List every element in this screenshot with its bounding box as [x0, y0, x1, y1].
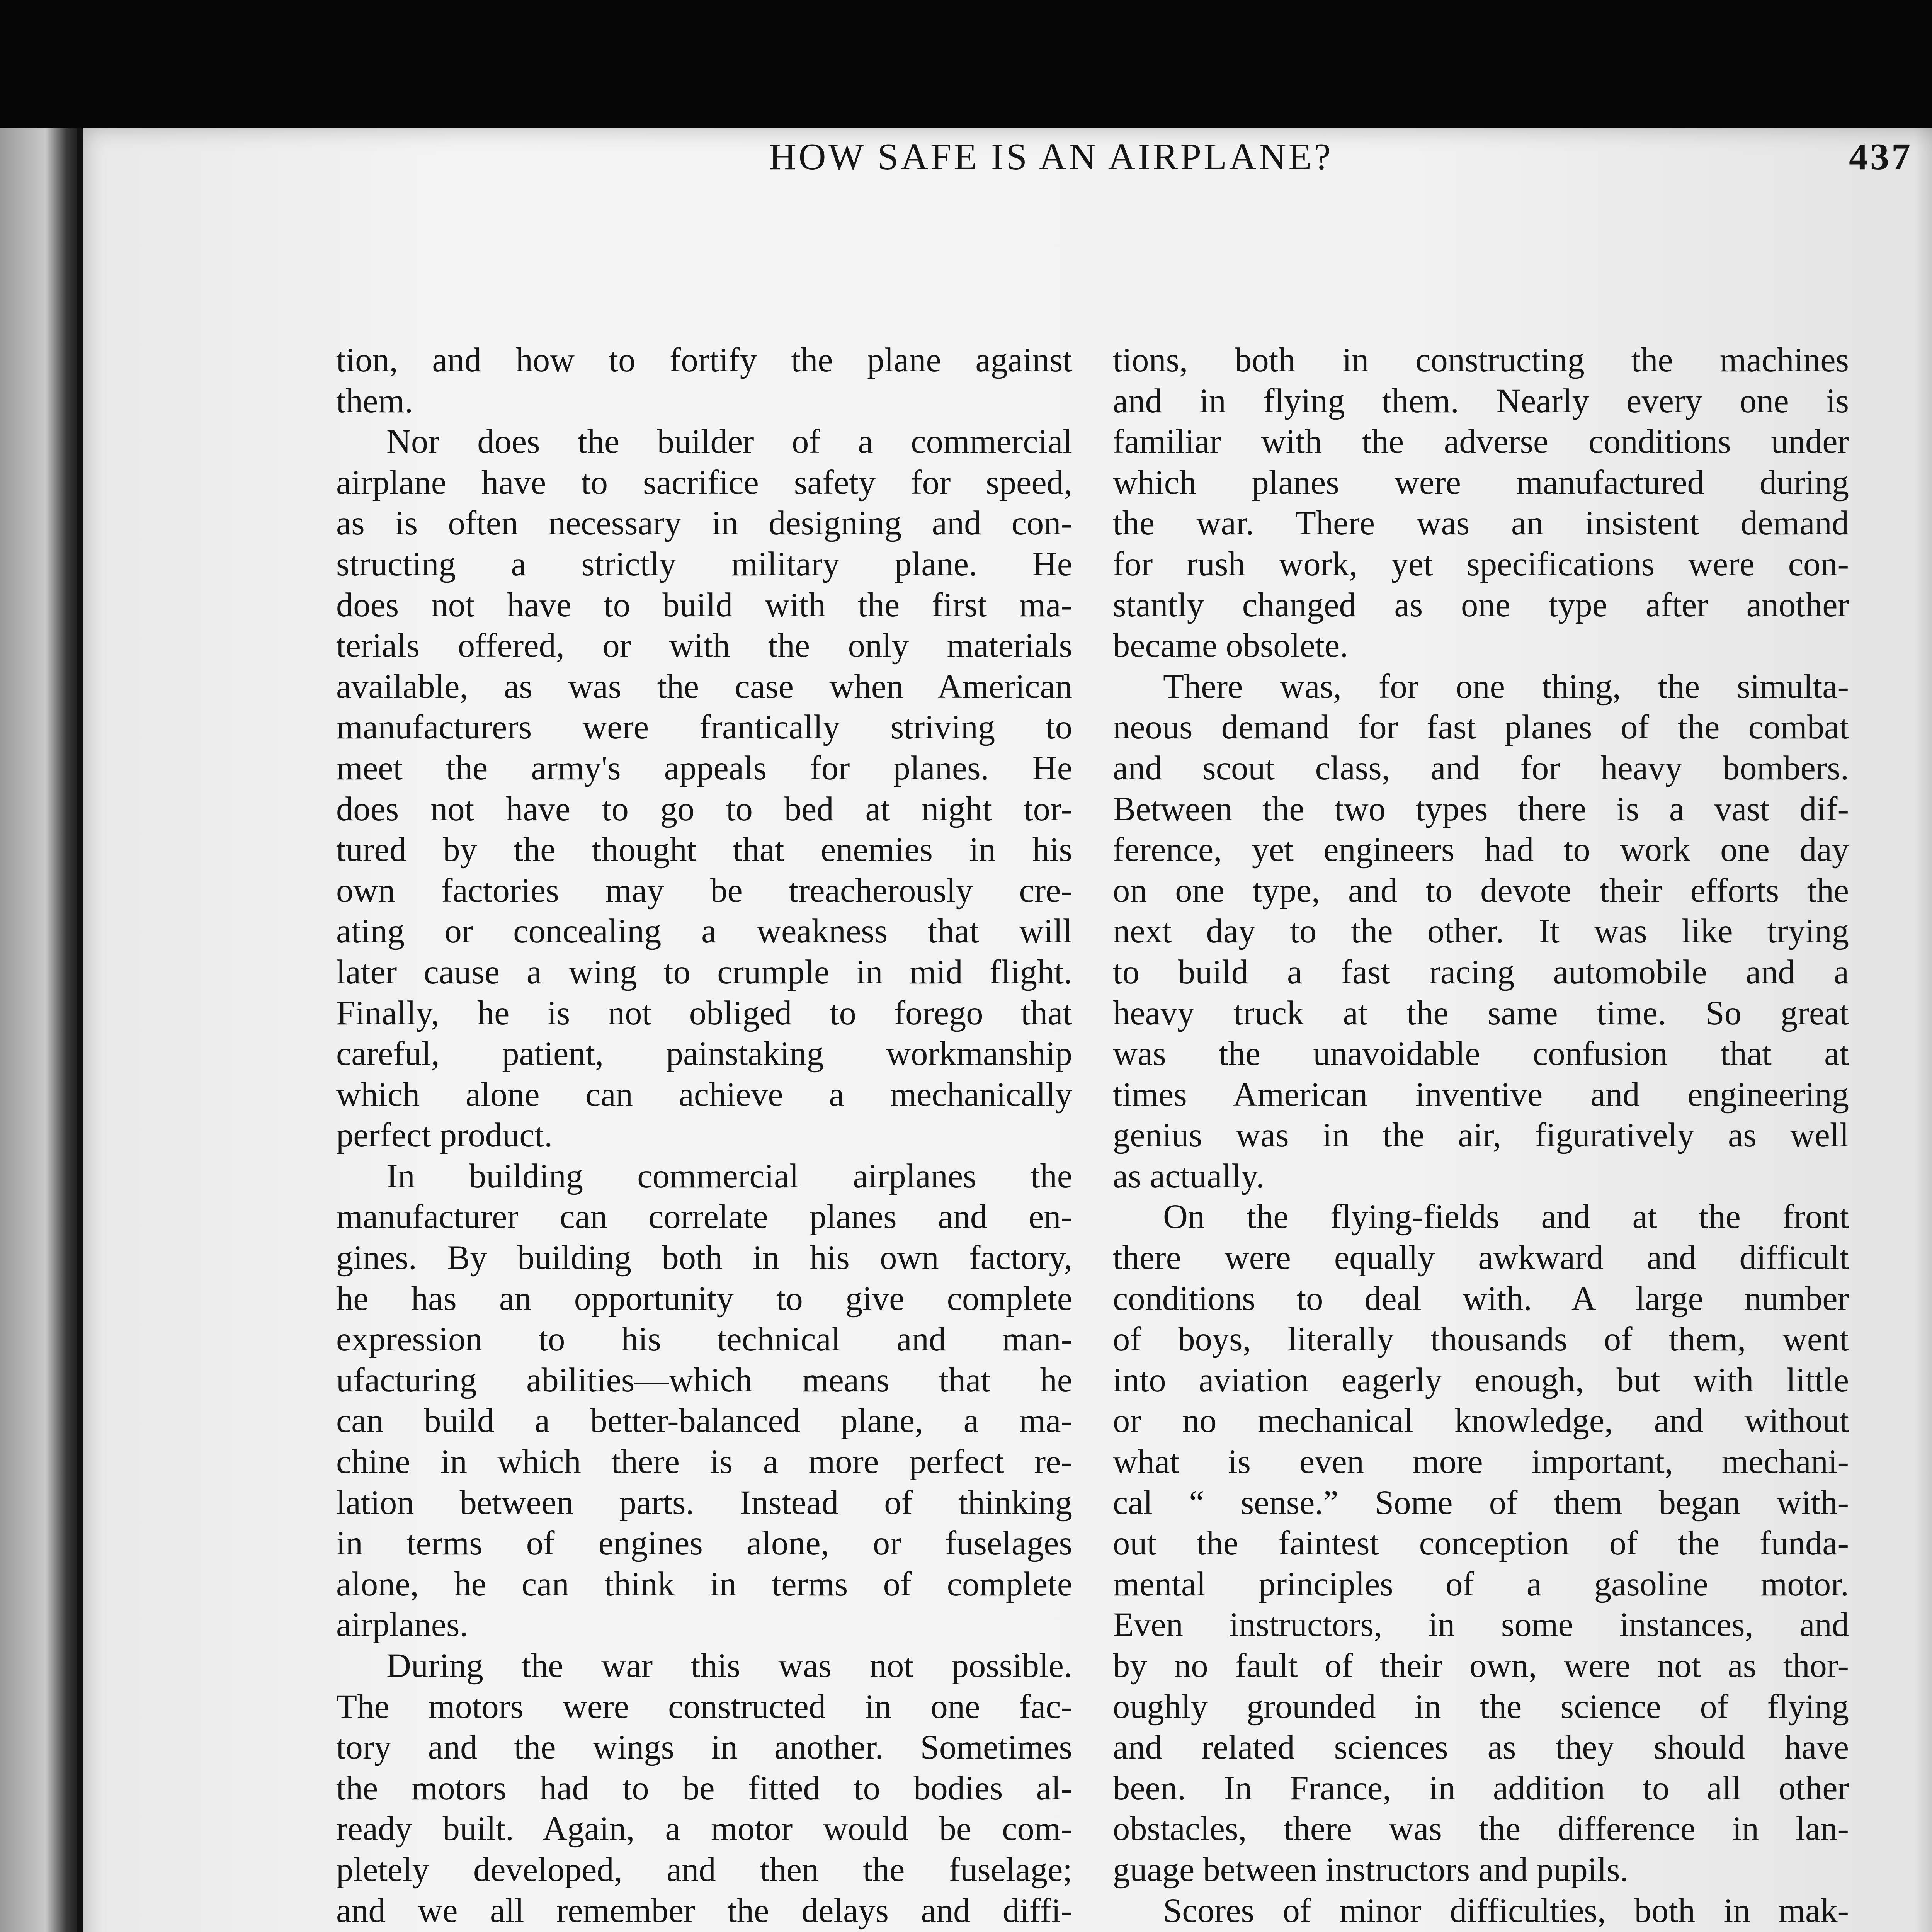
text-line: next day to the other. It was like trying — [1113, 912, 1849, 951]
right-text-column — [1113, 340, 1849, 1932]
text-line: structing a strictly military plane. He — [336, 545, 1072, 583]
book-spine — [0, 128, 83, 1932]
text-line: the motors had to be fitted to bodies al- — [336, 1769, 1072, 1807]
text-line: lation between parts. Instead of thinking — [336, 1483, 1072, 1522]
scan-border-top — [0, 0, 1932, 128]
text-line: Between the two types there is a vast dif- — [1113, 790, 1849, 828]
text-line: airplanes. — [336, 1606, 468, 1644]
text-line: genius was in the air, figuratively as well — [1113, 1116, 1849, 1155]
text-line: The motors were constructed in one fac- — [336, 1687, 1072, 1726]
text-line: expression to his technical and man- — [336, 1320, 1072, 1359]
text-line: does not have to go to bed at night tor- — [336, 790, 1072, 828]
text-line: terials offered, or with the only materials — [336, 627, 1072, 665]
text-line: heavy truck at the same time. So great — [1113, 994, 1849, 1032]
text-line: ufacturing abilities—which means that he — [336, 1361, 1072, 1399]
text-line: careful, patient, painstaking workmanship — [336, 1035, 1072, 1073]
text-line: can build a better-balanced plane, a ma- — [336, 1402, 1072, 1440]
text-line: out the faintest conception of the funda- — [1113, 1524, 1849, 1563]
text-line: into aviation eagerly enough, but with little — [1113, 1361, 1849, 1399]
text-line: Finally, he is not obliged to forego that — [336, 994, 1072, 1032]
text-line: does not have to build with the first ma- — [336, 586, 1072, 624]
text-line: tions, both in constructing the machines — [1113, 341, 1849, 379]
text-line: obstacles, there was the difference in lan- — [1113, 1810, 1849, 1848]
text-line: meet the army's appeals for planes. He — [336, 749, 1072, 787]
text-line: Scores of minor difficulties, both in mak- — [1163, 1891, 1849, 1930]
text-line: available, as was the case when American — [336, 667, 1072, 706]
text-line: ference, yet engineers had to work one day — [1113, 831, 1849, 869]
text-line: chine in which there is a more perfect re- — [336, 1443, 1072, 1481]
text-line: times American inventive and engineering — [1113, 1075, 1849, 1114]
text-line: guage between instructors and pupils. — [1113, 1850, 1629, 1889]
text-line: ating or concealing a weakness that will — [336, 912, 1072, 951]
text-line: been. In France, in addition to all other — [1113, 1769, 1849, 1807]
running-head — [502, 135, 1913, 193]
text-line: them. — [336, 382, 413, 420]
text-line: which planes were manufactured during — [1113, 463, 1849, 502]
text-line: tured by the thought that enemies in his — [336, 831, 1072, 869]
text-line: later cause a wing to crumple in mid flight. — [336, 953, 1072, 991]
text-line: and we all remember the delays and diffi- — [336, 1891, 1072, 1930]
text-line: which alone can achieve a mechanically — [336, 1075, 1072, 1114]
text-line: of boys, literally thousands of them, went — [1113, 1320, 1849, 1359]
text-line: ready built. Again, a motor would be com- — [336, 1810, 1072, 1848]
text-line: manufacturers were frantically striving to — [336, 708, 1072, 747]
text-line: manufacturer can correlate planes and en- — [336, 1198, 1072, 1236]
text-line: was the unavoidable confusion that at — [1113, 1035, 1849, 1073]
text-line: On the flying-fields and at the front — [1163, 1198, 1849, 1236]
text-line: There was, for one thing, the simulta- — [1163, 667, 1849, 706]
text-line: on one type, and to devote their efforts the — [1113, 871, 1849, 910]
text-line: Even instructors, in some instances, and — [1113, 1606, 1849, 1644]
text-line: to build a fast racing automobile and a — [1113, 953, 1849, 991]
text-line: mental principles of a gasoline motor. — [1113, 1565, 1849, 1603]
text-line: as is often necessary in designing and con- — [336, 504, 1072, 543]
text-line: tion, and how to fortify the plane against — [336, 341, 1072, 379]
text-line: In building commercial airplanes the — [386, 1157, 1072, 1195]
text-line: as actually. — [1113, 1157, 1265, 1195]
text-line: During the war this was not possible. — [386, 1647, 1072, 1685]
page-edge-shadow — [1915, 128, 1932, 1932]
text-line: airplane have to sacrifice safety for speed, — [336, 463, 1072, 502]
text-line: what is even more important, mechani- — [1113, 1443, 1849, 1481]
text-line: by no fault of their own, were not as thor- — [1113, 1647, 1849, 1685]
text-line: and scout class, and for heavy bombers. — [1113, 749, 1849, 787]
text-line: cal “ sense.” Some of them began with- — [1113, 1483, 1849, 1522]
text-line: stantly changed as one type after another — [1113, 586, 1849, 624]
text-line: own factories may be treacherously cre- — [336, 871, 1072, 910]
text-line: and in flying them. Nearly every one is — [1113, 382, 1849, 420]
text-line: neous demand for fast planes of the combat — [1113, 708, 1849, 747]
text-line: alone, he can think in terms of complete — [336, 1565, 1072, 1603]
text-line: for rush work, yet specifications were con- — [1113, 545, 1849, 583]
text-line: in terms of engines alone, or fuselages — [336, 1524, 1072, 1563]
left-text-column — [336, 340, 1072, 1932]
text-line: there were equally awkward and difficult — [1113, 1239, 1849, 1277]
text-line: familiar with the adverse conditions under — [1113, 423, 1849, 461]
text-line: Nor does the builder of a commercial — [386, 423, 1072, 461]
text-line: he has an opportunity to give complete — [336, 1279, 1072, 1318]
text-line: oughly grounded in the science of flying — [1113, 1687, 1849, 1726]
running-head-title: HOW SAFE IS AN AIRPLANE? — [769, 136, 1333, 178]
text-line: the war. There was an insistent demand — [1113, 504, 1849, 543]
text-line: pletely developed, and then the fuselage; — [336, 1850, 1072, 1889]
text-line: conditions to deal with. A large number — [1113, 1279, 1849, 1318]
text-line: became obsolete. — [1113, 627, 1349, 665]
page-number: 437 — [1849, 136, 1913, 178]
text-line: and related sciences as they should have — [1113, 1728, 1849, 1767]
text-line: tory and the wings in another. Sometimes — [336, 1728, 1072, 1767]
text-line: gines. By building both in his own factory, — [336, 1239, 1072, 1277]
text-line: perfect product. — [336, 1116, 553, 1155]
text-line: or no mechanical knowledge, and without — [1113, 1402, 1849, 1440]
